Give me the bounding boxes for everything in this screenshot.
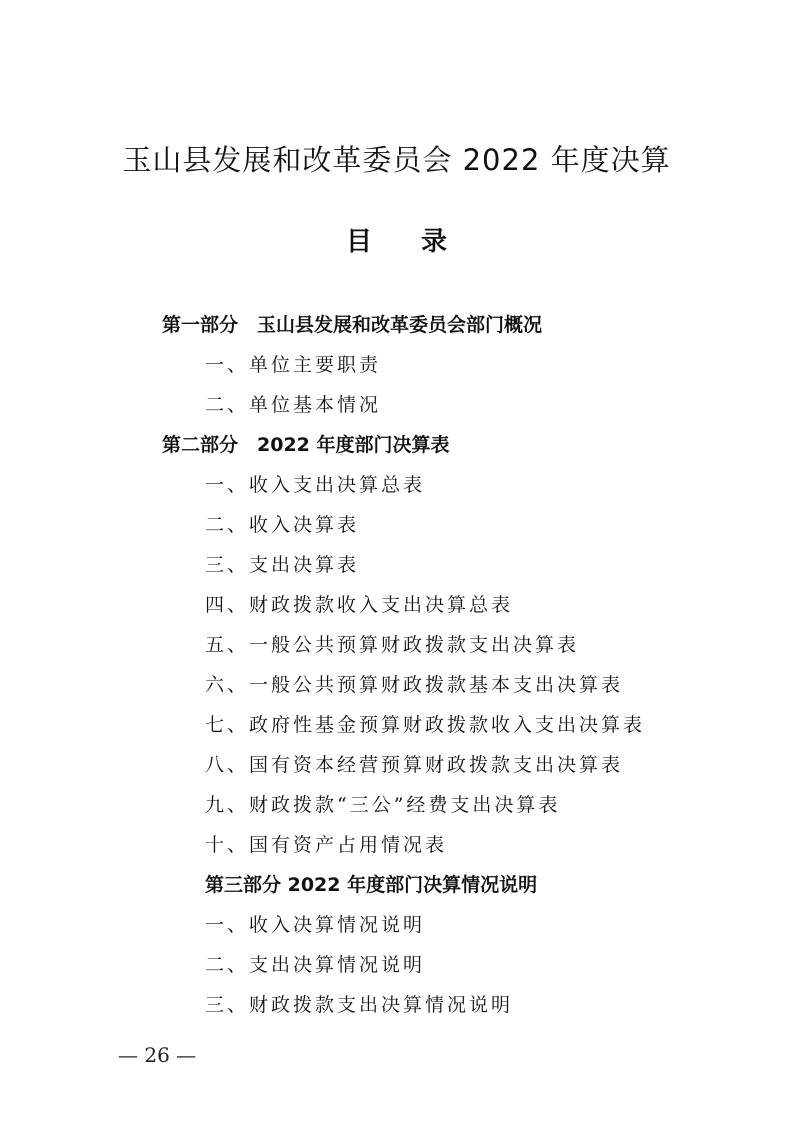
- toc-heading-char-2: 录: [421, 227, 448, 257]
- toc-part-2-heading: 第二部分 2022 年度部门决算表: [162, 434, 450, 456]
- toc-item: 二、收入决算表: [205, 514, 360, 536]
- toc-item: 一、收入决算情况说明: [205, 914, 426, 936]
- toc-item: 一、单位主要职责: [205, 354, 382, 376]
- toc-item: 八、国有资本经营预算财政拨款支出决算表: [205, 754, 624, 776]
- toc-item: 四、财政拨款收入支出决算总表: [205, 594, 514, 616]
- toc-item: 一、收入支出决算总表: [205, 474, 426, 496]
- toc-item: 十、国有资产占用情况表: [205, 834, 448, 856]
- toc-item: 三、财政拨款支出决算情况说明: [205, 994, 514, 1016]
- toc-part-3-heading: 第三部分 2022 年度部门决算情况说明: [205, 874, 538, 896]
- toc-item: 七、政府性基金预算财政拨款收入支出决算表: [205, 714, 646, 736]
- toc-item: 二、支出决算情况说明: [205, 954, 426, 976]
- toc-item: 六、一般公共预算财政拨款基本支出决算表: [205, 674, 624, 696]
- toc-heading: [0, 222, 793, 262]
- toc-item: 三、支出决算表: [205, 554, 360, 576]
- document-title: 玉山县发展和改革委员会 2022 年度决算: [122, 143, 671, 177]
- toc-item: 二、单位基本情况: [205, 394, 382, 416]
- toc-item: 九、财政拨款“三公”经费支出决算表: [205, 794, 561, 816]
- toc-item: 五、一般公共预算财政拨款支出决算表: [205, 634, 580, 656]
- toc-part-1-heading: 第一部分 玉山县发展和改革委员会部门概况: [162, 314, 543, 336]
- toc-heading-char-1: 目: [346, 227, 373, 257]
- page-number: — 26 —: [118, 1043, 197, 1067]
